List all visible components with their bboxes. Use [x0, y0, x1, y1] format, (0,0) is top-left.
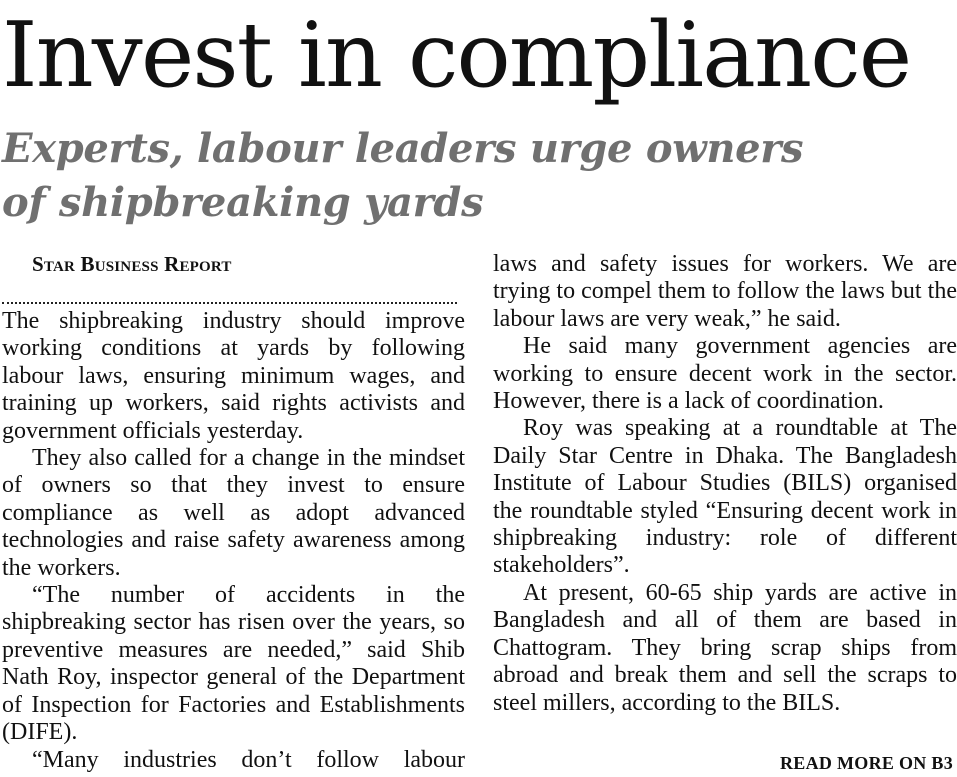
- dotted-divider: [2, 278, 457, 304]
- paragraph: At present, 60-65 ship yards are active in Bangladesh and all of them are based in Chattogram. They bring scrap ships from abroad and break them and sell the scraps to steel millers, according to the BILS.: [493, 579, 957, 716]
- byline: Star Business Report: [32, 252, 232, 276]
- paragraph: He said many government agencies are working to ensure decent work in the sector. However, there is a lack of coordination.: [493, 333, 957, 415]
- article-column-left: [2, 251, 465, 774]
- headline: Invest in compliance: [2, 3, 911, 108]
- subheadline-line-1: Experts, labour leaders urge owners: [2, 125, 804, 172]
- paragraph: They also called for a change in the mindset of owners so that they invest to ensure compliance as well as adopt advanced technologies and raise safety awareness among the workers.: [2, 445, 465, 581]
- paragraph: “The number of accidents in the shipbreaking sector has risen over the years, so preventive measures are needed,” said Shib Nath Roy, inspector general of the Department of Inspection for Factories and Establishments (DIFE).: [2, 582, 465, 746]
- paragraph: The shipbreaking industry should improve working conditions at yards by following labour laws, ensuring minimum wages, and training up workers, said rights activists and government officials yesterday.: [2, 308, 465, 444]
- paragraph: Roy was speaking at a roundtable at The Daily Star Centre in Dhaka. The Bangladesh Institute of Labour Studies (BILS) organised the roundtable styled “Ensuring decent work in shipbreaking industry: role of different stakeholders”.: [493, 415, 957, 579]
- paragraph: laws and safety issues for workers. We are trying to compel them to follow the laws but the labour laws are very weak,” he said.: [493, 251, 957, 332]
- paragraph: “Many industries don’t follow labour: [32, 746, 465, 773]
- subheadline-line-2: of shipbreaking yards: [2, 179, 484, 226]
- article-column-right: [493, 251, 957, 717]
- read-more-link[interactable]: READ MORE ON B3: [779, 753, 953, 773]
- subheadline: [2, 122, 803, 230]
